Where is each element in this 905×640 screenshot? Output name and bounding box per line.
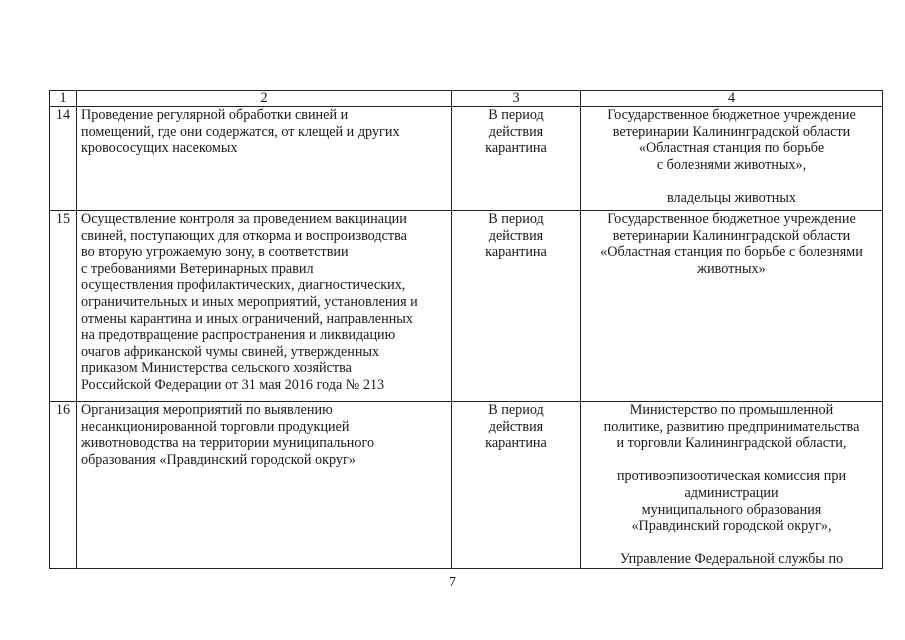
responsible-line: политике, развитию предпринимательства	[603, 418, 860, 435]
description-line: на предотвращение распространения и ликвидацию	[81, 327, 396, 344]
description-line: осуществления профилактических, диагностических,	[81, 277, 406, 294]
description-line: во вторую угрожаемую зону, в соответствии	[81, 244, 349, 261]
description-line: животноводства на территории муниципального	[81, 435, 375, 452]
row-number: 15	[50, 211, 77, 402]
responsible-line: ветеринарии Калининградской области	[612, 227, 851, 244]
responsible-line: противоэпизоотическая комиссия при	[616, 468, 847, 485]
table-row	[50, 402, 883, 569]
table-row	[50, 211, 883, 402]
description-line: ограничительных и иных мероприятий, установления и	[81, 293, 418, 310]
responsible-line: «Правдинский городской округ»,	[631, 518, 832, 535]
description-line: помещений, где они содержатся, от клещей и других	[81, 123, 400, 140]
responsible-parties	[581, 107, 883, 211]
description-line: с требованиями Ветеринарных правил	[81, 260, 314, 277]
term-line: карантина	[485, 244, 547, 261]
responsible-line: ветеринарии Калининградской области	[612, 123, 851, 140]
term-line: карантина	[485, 140, 547, 157]
term-line: действия	[488, 123, 544, 140]
header-cell-1: 1	[50, 91, 77, 107]
description-line: образования «Правдинский городской округ»	[81, 451, 356, 468]
description-line: свиней, поступающих для откорма и воспроизводства	[81, 227, 407, 244]
description-line: отмены карантина и иных ограничений, направленных	[81, 310, 413, 327]
description-line: несанкционированной торговли продукцией	[81, 418, 350, 435]
row-number: 14	[50, 107, 77, 211]
row-number: 16	[50, 402, 77, 569]
term-line: действия	[488, 418, 544, 435]
page-number: 7	[449, 575, 456, 590]
description-line: приказом Министерства сельского хозяйства	[81, 360, 352, 377]
term-line: действия	[488, 227, 544, 244]
responsible-line: «Областная станция по борьбе	[638, 140, 825, 157]
responsible-line: животных»	[697, 260, 766, 277]
table-header-row	[50, 91, 883, 107]
description-line: Осуществление контроля за проведением вакцинации	[81, 211, 407, 227]
term-line: В период	[488, 402, 544, 418]
responsible-line: Государственное бюджетное учреждение	[607, 107, 856, 123]
header-cell-3: 3	[452, 91, 581, 107]
responsible-line: Министерство по промышленной	[629, 402, 834, 418]
responsible-line: администрации	[684, 484, 779, 501]
description-line: Российской Федерации от 31 мая 2016 года № 213	[81, 376, 385, 393]
responsible-line: с болезнями животных»,	[656, 156, 807, 173]
measure-description	[77, 402, 452, 569]
responsible-line: Государственное бюджетное учреждение	[607, 211, 856, 227]
spacer	[585, 173, 878, 190]
measures-table	[49, 90, 883, 569]
description-line: очагов африканской чумы свиней, утвержденных	[81, 343, 380, 360]
measure-term	[452, 107, 581, 211]
description-line: Организация мероприятий по выявлению	[81, 402, 333, 418]
responsible-line: владельцы животных	[667, 189, 796, 206]
term-line: В период	[488, 211, 544, 227]
responsible-line: «Областная станция по борьбе с болезнями	[600, 244, 863, 261]
spacer	[585, 535, 878, 552]
measure-term	[452, 211, 581, 402]
header-cell-2: 2	[77, 91, 452, 107]
header-cell-4: 4	[581, 91, 883, 107]
responsible-line: муниципального образования	[641, 501, 822, 518]
description-line: кровососущих насекомых	[81, 140, 238, 157]
measure-description	[77, 211, 452, 402]
measure-term	[452, 402, 581, 569]
responsible-line: Управление Федеральной службы по	[619, 551, 844, 568]
table-row	[50, 107, 883, 211]
responsible-line: и торговли Калининградской области,	[616, 435, 847, 452]
description-line: Проведение регулярной обработки свиней и	[81, 107, 349, 123]
term-line: карантина	[485, 435, 547, 452]
measure-description	[77, 107, 452, 211]
responsible-parties	[581, 211, 883, 402]
responsible-parties	[581, 402, 883, 569]
term-line: В период	[488, 107, 544, 123]
spacer	[585, 452, 878, 469]
